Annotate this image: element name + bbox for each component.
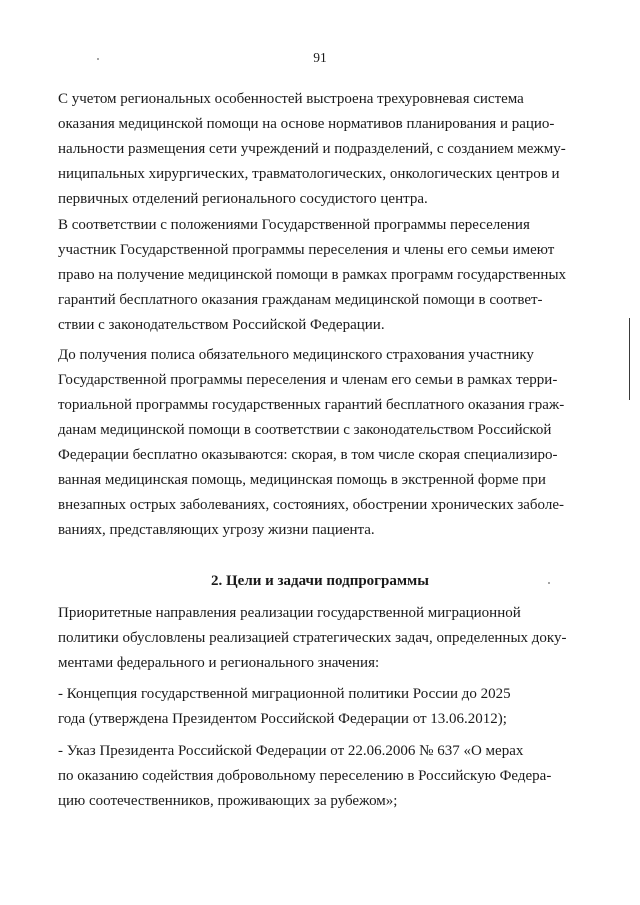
section-heading: 2. Цели и задачи подпрограммы	[211, 573, 429, 589]
scan-dust-dot	[97, 58, 99, 60]
paragraph-priority-directions: Приоритетные направления реализации государственной миграционной политики обусловлены реализацией стратегических задач, определенных доку- ментами федерального и регионального значения:	[58, 605, 567, 671]
list-item-migration-concept: - Концепция государственной миграционной политики России до 2025 года (утверждена Президентом Российской Федерации от 13.06.2012);	[58, 686, 511, 727]
page-number: 91	[313, 50, 327, 65]
list-item-presidential-decree: - Указ Президента Российской Федерации от 22.06.2006 № 637 «О мерах по оказанию содействия добровольному переселению в Российскую Федера- цию соотечественников, проживающих за рубежом»;	[58, 743, 552, 809]
scan-dust-dot	[548, 582, 550, 584]
scan-edge-mark	[629, 318, 631, 400]
paragraph-medical-rights: В соответствии с положениями Государственной программы переселения участник Государственной программы переселения и члены его семьи имеют право на получение медицинской помощи в рамках программ государственных гарантий бесплатного оказания гражданам медицинской помощи в соответ- ствии с законодательством Российской Федерации.	[58, 217, 567, 333]
paragraph-regional-medical-system: С учетом региональных особенностей выстроена трехуровневая система оказания медицинской помощи на основе нормативов планирования и рацио- нальности размещения сети учреждений и подразделений, с созданием межму- ниципальных хирургических, травматологических, онкологических центров и первичных отделений регионального сосудистого центра.	[58, 91, 566, 207]
paragraph-before-insurance: До получения полиса обязательного медицинского страхования участнику Государственной программы переселения и членам его семьи в рамках терри- ториальной программы государственных гарантий бесплатного оказания граж- данам медицинской помощи в соответствии с законодательством Российской Федерации бесплатно оказываются: скорая, в том числе скорая специализиро- ванная медицинская помощь, медицинская помощь в экстренной форме при внезапных острых заболеваниях, состояниях, обострении хронических заболе- ваниях, представляющих угрозу жизни пациента.	[58, 347, 565, 538]
